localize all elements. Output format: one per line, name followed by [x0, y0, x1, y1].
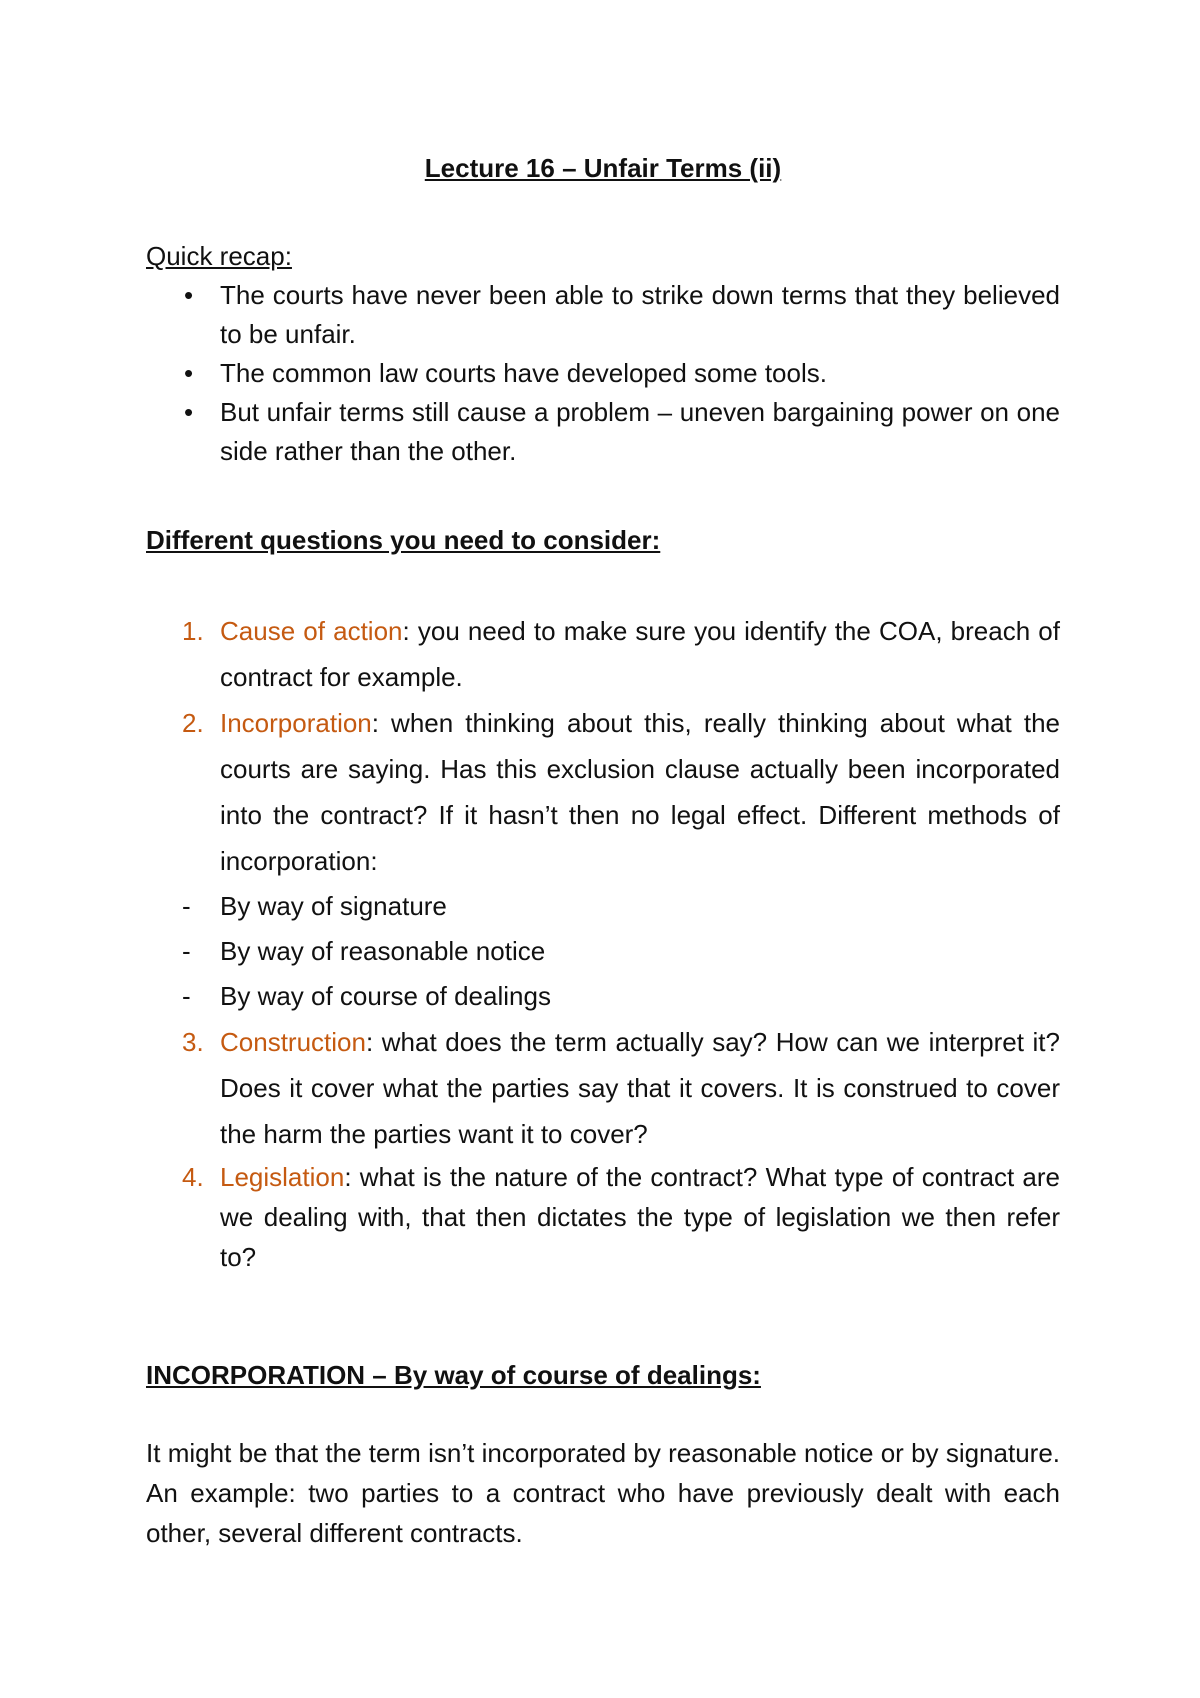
dash-icon: - — [182, 936, 191, 966]
item-term: Legislation — [220, 1162, 345, 1192]
list-item — [146, 974, 1060, 1019]
questions-heading: Different questions you need to consider: — [146, 525, 661, 555]
item-text: : you need to make sure you identify the COA, breach of contract for example. — [220, 616, 1060, 692]
recap-item-text: The common law courts have developed some tools. — [220, 358, 827, 388]
recap-label: Quick recap: — [146, 241, 292, 271]
item-number: 4. — [182, 1162, 204, 1192]
question-item-cause-of-action — [146, 608, 1060, 700]
question-item-incorporation — [146, 700, 1060, 884]
list-item — [146, 929, 1060, 974]
item-text: : what is the nature of the contract? What type of contract are we dealing with, that then dictates the type of legislation we then refer to? — [220, 1162, 1060, 1272]
page-title: Lecture 16 – Unfair Terms (ii) — [424, 153, 782, 183]
dash-icon: - — [182, 891, 191, 921]
incorporation-methods — [146, 884, 1060, 1019]
list-item — [146, 884, 1060, 929]
recap-item-text: But unfair terms still cause a problem – uneven bargaining power on one side rather than the other. — [220, 397, 1060, 466]
list-item — [146, 354, 1060, 393]
questions-list — [146, 608, 1060, 1277]
incorporation-paragraph: It might be that the term isn’t incorporated by reasonable notice or by signature. An example: two parties to a contract who have previously dealt with each other, several different contracts. — [146, 1438, 1060, 1548]
item-text: : what does the term actually say? How can we interpret it? Does it cover what the parties say that it covers. It is construed to cover the harm the parties want it to cover? — [220, 1027, 1060, 1149]
question-item-construction — [146, 1019, 1060, 1157]
item-term: Construction — [220, 1027, 366, 1057]
item-term: Incorporation — [220, 708, 372, 738]
bullet-icon: • — [184, 280, 194, 310]
bullet-icon: • — [184, 358, 194, 388]
list-item — [146, 276, 1060, 354]
item-text: : when thinking about this, really thinking about what the courts are saying. Has this exclusion clause actually been incorporated into the contract? If it hasn’t then no legal effect. Different methods of incorporation: — [220, 708, 1060, 876]
item-term: Cause of action — [220, 616, 403, 646]
item-number: 3. — [182, 1027, 204, 1057]
method-text: By way of course of dealings — [220, 981, 551, 1011]
dash-icon: - — [182, 981, 191, 1011]
method-text: By way of reasonable notice — [220, 936, 546, 966]
question-item-legislation — [146, 1157, 1060, 1277]
item-number: 2. — [182, 708, 204, 738]
bullet-icon: • — [184, 397, 194, 427]
incorporation-heading: INCORPORATION – By way of course of dealings: — [146, 1360, 761, 1390]
list-item — [146, 393, 1060, 471]
recap-list — [146, 276, 1060, 471]
item-number: 1. — [182, 616, 204, 646]
methods-list — [146, 884, 1060, 1019]
recap-item-text: The courts have never been able to strike down terms that they believed to be unfair. — [220, 280, 1060, 349]
method-text: By way of signature — [220, 891, 447, 921]
